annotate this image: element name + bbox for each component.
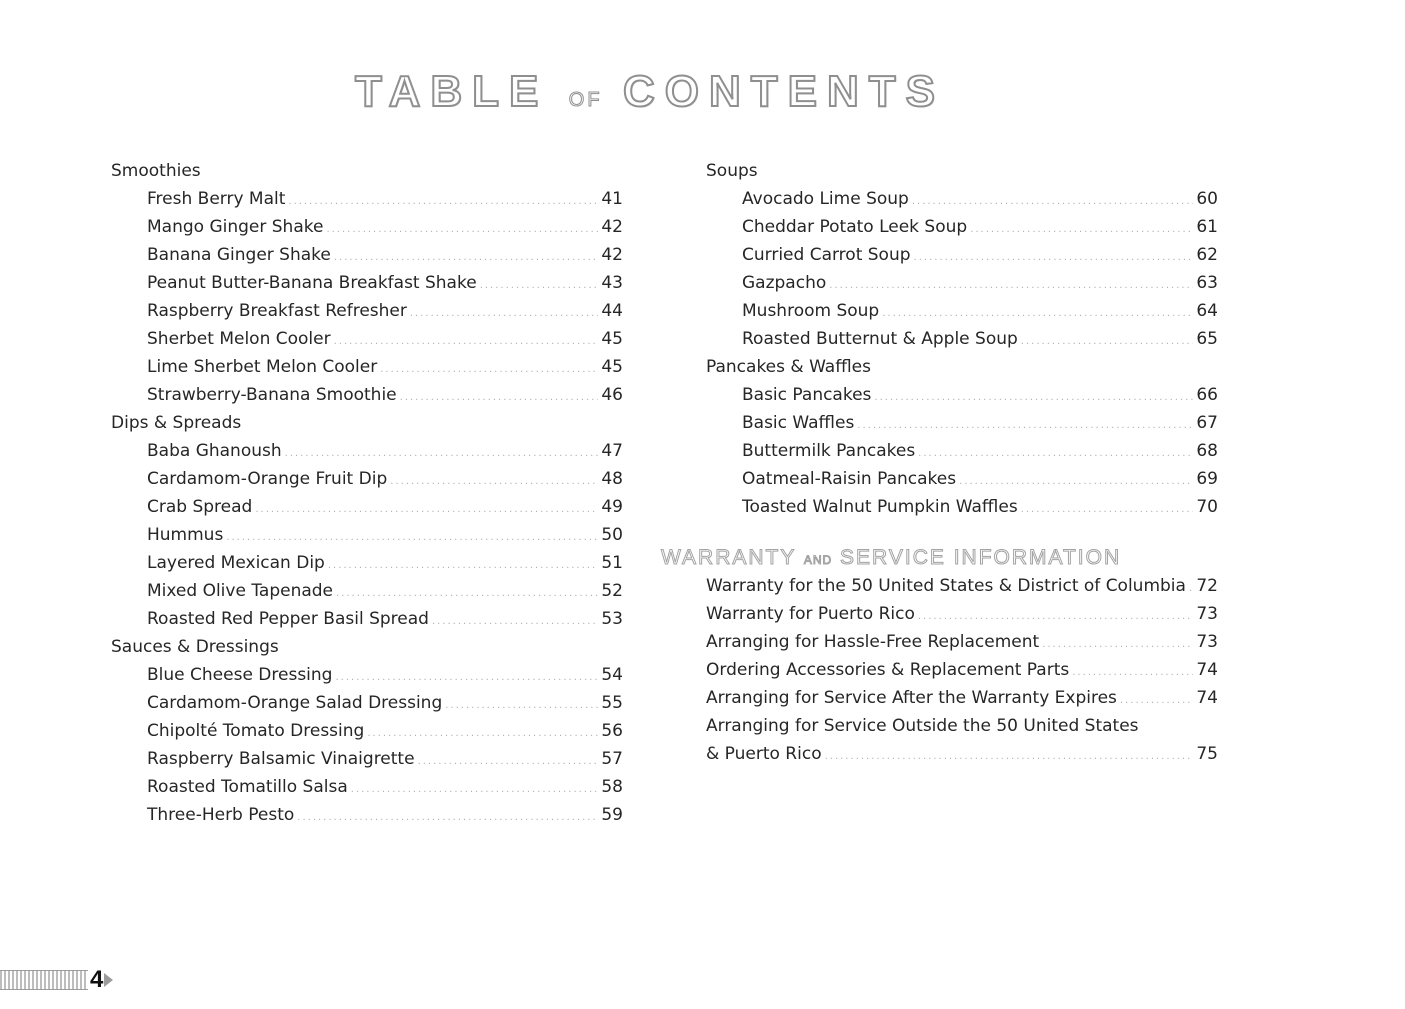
- entry-page: 54: [601, 665, 623, 685]
- dot-leader: [285, 449, 599, 459]
- toc-entry[interactable]: [706, 600, 1218, 628]
- entry-page: 45: [601, 329, 623, 349]
- toc-entry[interactable]: [111, 605, 623, 633]
- dot-leader: [255, 505, 598, 515]
- entry-page: 49: [601, 497, 623, 517]
- dot-leader: [1072, 668, 1193, 678]
- entry-label: Basic Pancakes: [742, 385, 872, 405]
- entry-label: & Puerto Rico: [706, 744, 822, 764]
- dot-leader: [390, 477, 598, 487]
- entry-label: Cardamom-Orange Salad Dressing: [147, 693, 443, 713]
- warranty-heading-and: AND: [803, 553, 833, 567]
- entry-page: 63: [1196, 273, 1218, 293]
- page-number: 4: [90, 966, 104, 993]
- dot-leader: [226, 533, 598, 543]
- entry-label: Cardamom-Orange Fruit Dip: [147, 469, 388, 489]
- entry-page: 45: [601, 357, 623, 377]
- dot-leader: [367, 729, 598, 739]
- entry-label: Baba Ghanoush: [147, 441, 282, 461]
- entry-label: Buttermilk Pancakes: [742, 441, 916, 461]
- entry-page: 66: [1196, 385, 1218, 405]
- entry-page: 60: [1196, 189, 1218, 209]
- toc-entry[interactable]: [111, 465, 623, 493]
- toc-entry[interactable]: [706, 241, 1218, 269]
- entry-label: Three-Herb Pesto: [147, 805, 295, 825]
- entry-label: Lime Sherbet Melon Cooler: [147, 357, 378, 377]
- toc-entry[interactable]: [706, 684, 1218, 712]
- dot-leader: [1021, 337, 1194, 347]
- dot-leader: [882, 309, 1193, 319]
- entry-page: 52: [601, 581, 623, 601]
- dot-leader: [432, 617, 598, 627]
- entry-label: Chipolté Tomato Dressing: [147, 721, 365, 741]
- toc-entry[interactable]: [111, 773, 623, 801]
- entry-page: 72: [1196, 576, 1218, 596]
- entry-page: 53: [601, 609, 623, 629]
- toc-entry[interactable]: [111, 185, 623, 213]
- entry-page: 59: [601, 805, 623, 825]
- entry-label: Arranging for Service After the Warranty Expires: [706, 688, 1117, 708]
- toc-entry[interactable]: [706, 409, 1218, 437]
- toc-entry[interactable]: [111, 689, 623, 717]
- entry-label: Peanut Butter-Banana Breakfast Shake: [147, 273, 477, 293]
- dot-leader: [857, 421, 1193, 431]
- dot-leader: [480, 281, 599, 291]
- entry-page: 67: [1196, 413, 1218, 433]
- dot-leader: [1189, 584, 1193, 594]
- entry-page: 42: [601, 245, 623, 265]
- entry-label: Arranging for Hassle-Free Replacement: [706, 632, 1040, 652]
- entry-page: 70: [1196, 497, 1218, 517]
- toc-entry[interactable]: [111, 353, 623, 381]
- entry-label: Mango Ginger Shake: [147, 217, 324, 237]
- dot-leader: [334, 253, 598, 263]
- entry-page: 58: [601, 777, 623, 797]
- toc-entry[interactable]: [111, 437, 623, 465]
- entry-label: Cheddar Potato Leek Soup: [742, 217, 968, 237]
- dot-leader: [918, 612, 1194, 622]
- entry-page: 74: [1196, 688, 1218, 708]
- entry-label: Hummus: [147, 525, 224, 545]
- entry-page: 41: [601, 189, 623, 209]
- entry-page: 42: [601, 217, 623, 237]
- section-heading: Pancakes & Waffles: [706, 357, 871, 377]
- dot-leader: [326, 225, 598, 235]
- entry-page: 44: [601, 301, 623, 321]
- toc-entry[interactable]: [111, 297, 623, 325]
- dot-leader: [288, 197, 598, 207]
- warranty-heading-second: SERVICE INFORMATION: [840, 546, 1122, 569]
- entry-page: 62: [1196, 245, 1218, 265]
- title-word-contents: CONTENTS: [623, 67, 946, 116]
- right-column: [661, 157, 1218, 768]
- entry-label: Ordering Accessories & Replacement Parts: [706, 660, 1070, 680]
- entry-page: 48: [601, 469, 623, 489]
- entry-page: 73: [1196, 604, 1218, 624]
- entry-page: 64: [1196, 301, 1218, 321]
- dot-leader: [328, 561, 599, 571]
- entry-label: Warranty for Puerto Rico: [706, 604, 915, 624]
- entry-label: Layered Mexican Dip: [147, 553, 325, 573]
- page-number-tab: [0, 966, 116, 994]
- entry-label: Raspberry Breakfast Refresher: [147, 301, 407, 321]
- dot-leader: [874, 393, 1193, 403]
- entry-page: 65: [1196, 329, 1218, 349]
- title-word-table: TABLE: [354, 67, 549, 116]
- section-heading: Dips & Spreads: [111, 413, 242, 433]
- entry-label: Sherbet Melon Cooler: [147, 329, 331, 349]
- dot-leader: [1120, 696, 1193, 706]
- dot-leader: [914, 253, 1194, 263]
- toc-entry[interactable]: [706, 381, 1218, 409]
- entry-page: 43: [601, 273, 623, 293]
- arrow-right-icon: [104, 973, 113, 987]
- entry-label: Roasted Butternut & Apple Soup: [742, 329, 1018, 349]
- entry-label: Oatmeal-Raisin Pancakes: [742, 469, 957, 489]
- dot-leader: [445, 701, 598, 711]
- toc-entry-first-line[interactable]: Arranging for Service Outside the 50 United States: [706, 716, 1139, 736]
- entry-label: Warranty for the 50 United States & District of Columbia: [706, 576, 1186, 596]
- entry-label: Curried Carrot Soup: [742, 245, 911, 265]
- toc-entry[interactable]: [706, 628, 1218, 656]
- dot-leader: [1021, 505, 1194, 515]
- entry-label: Gazpacho: [742, 273, 827, 293]
- entry-page: 75: [1196, 744, 1218, 764]
- dot-leader: [400, 393, 599, 403]
- toc-entry[interactable]: [706, 297, 1218, 325]
- left-column: [111, 157, 623, 829]
- entry-label: Raspberry Balsamic Vinaigrette: [147, 749, 415, 769]
- entry-page: 69: [1196, 469, 1218, 489]
- entry-label: Mushroom Soup: [742, 301, 880, 321]
- entry-label: Roasted Tomatillo Salsa: [147, 777, 348, 797]
- dot-leader: [918, 449, 1193, 459]
- section-heading: Smoothies: [111, 161, 201, 181]
- toc-entry[interactable]: [706, 740, 1218, 768]
- dot-leader: [1042, 640, 1193, 650]
- entry-label: Mixed Olive Tapenade: [147, 581, 334, 601]
- entry-page: 46: [601, 385, 623, 405]
- entry-page: 50: [601, 525, 623, 545]
- toc-entry[interactable]: [706, 493, 1218, 521]
- entry-page: 51: [601, 553, 623, 573]
- dot-leader: [410, 309, 598, 319]
- entry-label: Strawberry-Banana Smoothie: [147, 385, 397, 405]
- entry-page: 73: [1196, 632, 1218, 652]
- warranty-heading-first: WARRANTY: [661, 546, 797, 569]
- dot-leader: [351, 785, 599, 795]
- toc-entry[interactable]: [706, 185, 1218, 213]
- entry-label: Toasted Walnut Pumpkin Waffles: [742, 497, 1018, 517]
- dot-leader: [825, 752, 1194, 762]
- toc-entry[interactable]: [111, 717, 623, 745]
- dot-leader: [970, 225, 1193, 235]
- dot-leader: [418, 757, 599, 767]
- entry-page: 56: [601, 721, 623, 741]
- toc-entry[interactable]: [111, 661, 623, 689]
- dot-leader: [829, 281, 1193, 291]
- dot-leader: [959, 477, 1193, 487]
- toc-entry[interactable]: [706, 465, 1218, 493]
- toc-entry[interactable]: [706, 656, 1218, 684]
- dot-leader: [297, 813, 598, 823]
- dot-leader: [336, 589, 598, 599]
- toc-entry[interactable]: [706, 572, 1218, 600]
- entry-page: 61: [1196, 217, 1218, 237]
- page-title: [0, 62, 1300, 132]
- entry-page: 55: [601, 693, 623, 713]
- toc-entry[interactable]: [111, 549, 623, 577]
- toc-entry[interactable]: [706, 269, 1218, 297]
- dot-leader: [334, 337, 599, 347]
- toc-entry[interactable]: [111, 493, 623, 521]
- entry-label: Basic Waffles: [742, 413, 855, 433]
- toc-entry[interactable]: [111, 381, 623, 409]
- entry-page: 74: [1196, 660, 1218, 680]
- toc-entry[interactable]: [111, 325, 623, 353]
- entry-label: Roasted Red Pepper Basil Spread: [147, 609, 429, 629]
- entry-page: 57: [601, 749, 623, 769]
- entry-label: Banana Ginger Shake: [147, 245, 331, 265]
- toc-entry[interactable]: [706, 325, 1218, 353]
- dot-leader: [912, 197, 1194, 207]
- entry-label: Fresh Berry Malt: [147, 189, 286, 209]
- entry-label: Avocado Lime Soup: [742, 189, 909, 209]
- toc-entry[interactable]: [111, 241, 623, 269]
- toc-entry[interactable]: [706, 437, 1218, 465]
- toc-entry[interactable]: [111, 801, 623, 829]
- entry-label: Blue Cheese Dressing: [147, 665, 333, 685]
- section-heading: Soups: [706, 161, 758, 181]
- toc-entry[interactable]: [111, 521, 623, 549]
- toc-entry[interactable]: [111, 745, 623, 773]
- title-word-of: OF: [568, 89, 603, 111]
- toc-entry[interactable]: [111, 577, 623, 605]
- toc-entry[interactable]: [706, 213, 1218, 241]
- dot-leader: [335, 673, 598, 683]
- section-heading: Sauces & Dressings: [111, 637, 279, 657]
- toc-entry[interactable]: [111, 213, 623, 241]
- dot-leader: [380, 365, 598, 375]
- entry-page: 68: [1196, 441, 1218, 461]
- page-number-bar: [0, 970, 88, 990]
- entry-page: 47: [601, 441, 623, 461]
- warranty-section-heading: [661, 544, 1218, 572]
- toc-entry[interactable]: [111, 269, 623, 297]
- entry-label: Crab Spread: [147, 497, 253, 517]
